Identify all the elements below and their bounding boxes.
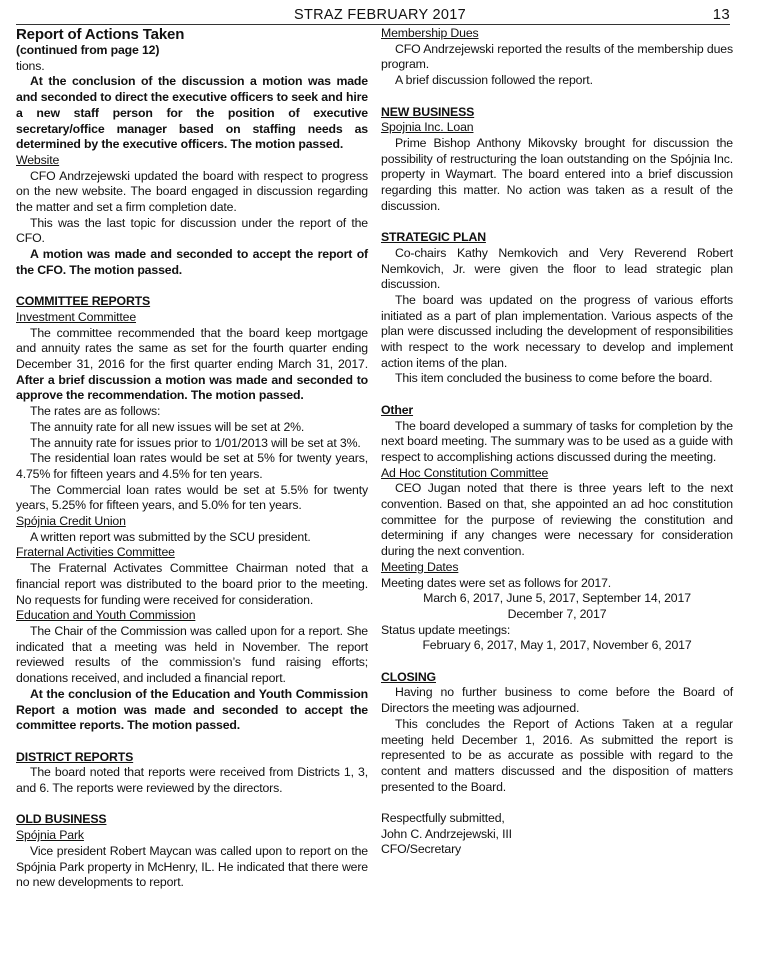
- continued-fragment: tions.: [16, 58, 45, 73]
- signoff: Respectfully submitted,: [381, 811, 505, 826]
- meeting-dates-intro: Meeting dates were set as follows for 2017.: [381, 575, 612, 590]
- website-text: CFO Andrzejewski updated the board with respect to progress on the new website. The board engaged in discussion regarding the matter and set a firm completion date.: [16, 168, 368, 215]
- right-column: [381, 26, 733, 858]
- continued-note: (continued from page 12): [16, 43, 160, 57]
- loan-heading: Spojnia Inc. Loan: [381, 120, 474, 135]
- signer-name: John C. Andrzejewski, III: [381, 826, 512, 841]
- park-heading: Spójnia Park: [16, 828, 84, 843]
- status-dates: February 6, 2017, May 1, 2017, November 6, 2017: [422, 638, 692, 653]
- meeting-dates-heading: Meeting Dates: [381, 559, 459, 574]
- strategic-text-2: The board was updated on the progress of various efforts initiated as a part of plan implementation. Various aspects of the plan were discussed including the development of responsibilities with respect to the work necessary to develop and implement action items of the plan.: [381, 292, 733, 370]
- publication-title: STRAZ FEBRUARY 2017: [294, 7, 466, 23]
- last-topic-text: This was the last topic for discussion under the report of the CFO.: [16, 215, 368, 246]
- other-text: The board developed a summary of tasks for completion by the next board meeting. The summary was to be used as a guide with respect to accomplishing actions discussed during the meeting.: [381, 418, 733, 464]
- header-rule: [16, 24, 730, 25]
- adhoc-text: CEO Jugan noted that there is three years left to the next convention. Based on that, she appointed an ad hoc constitution committee for the purpose of reviewing the constitution and determining if any changes were necessary for consideration during the next convention.: [381, 481, 733, 559]
- closing-heading: CLOSING: [381, 669, 436, 684]
- adhoc-heading: Ad Hoc Constitution Committee: [381, 465, 549, 480]
- signer-title: CFO/Secretary: [381, 842, 462, 857]
- page-number: 13: [712, 6, 730, 23]
- closing-text-2: This concludes the Report of Actions Taken at a regular meeting held December 1, 2016. As submitted the report is represented to be as accurate as possible with regard to the content and matters discussed and the disposition of matters presented to the Board.: [381, 716, 733, 794]
- fraternal-text: The Fraternal Activates Committee Chairman noted that a financial report was distributed to the board prior to the meeting. No requests for funding were received for consideration.: [16, 561, 368, 607]
- credit-union-text: A written report was submitted by the SCU president.: [30, 529, 311, 544]
- website-heading: Website: [16, 152, 60, 167]
- left-column: [16, 26, 368, 891]
- page-header: [0, 5, 760, 25]
- rate-annuity-new: The annuity rate for all new issues will be set at 2%.: [30, 419, 305, 434]
- meeting-dates-line-2: December 7, 2017: [507, 606, 607, 621]
- strategic-text-1: Co-chairs Kathy Nemkovich and Very Reverend Robert Nemkovich, Jr. were given the floor to lead strategic plan discussion.: [381, 245, 733, 292]
- strategic-plan-heading: STRATEGIC PLAN: [381, 230, 486, 245]
- park-text: Vice president Robert Maycan was called upon to report on the Spójnia Park property in McHenry, IL. He indicated that there were no new developments to report.: [16, 843, 368, 890]
- investment-motion: After a brief discussion a motion was made and seconded to approve the recommendation. The motion passed.: [16, 372, 368, 403]
- other-heading: Other: [381, 402, 414, 417]
- motion-staff: At the conclusion of the discussion a motion was made and seconded to direct the executive officers to seek and hire a new staff person for the position of executive secretary/office manager based on staffing needs as determined by the executive officers. The motion passed.: [16, 74, 368, 152]
- rate-annuity-prior: The annuity rate for issues prior to 1/01/2013 will be set at 3%.: [30, 435, 361, 450]
- motion-cfo: A motion was made and seconded to accept the report of the CFO. The motion passed.: [16, 247, 368, 277]
- district-reports-heading: DISTRICT REPORTS: [16, 749, 134, 764]
- loan-text: Prime Bishop Anthony Mikovsky brought for discussion the possibility of restructuring the loan outstanding on the Spójnia Inc. property in Waymart. The board entered into a brief discussion regarding this matter. No action was taken as a result of the discussion.: [381, 135, 733, 213]
- committee-reports-heading: COMMITTEE REPORTS: [16, 294, 151, 309]
- education-motion: At the conclusion of the Education and Youth Commission Report a motion was made and seconded to accept the committee reports. The motion passed.: [16, 686, 368, 733]
- status-intro: Status update meetings:: [381, 622, 511, 637]
- meeting-dates-line-1: March 6, 2017, June 5, 2017, September 14, 2017: [423, 591, 691, 606]
- new-business-heading: NEW BUSINESS: [381, 104, 475, 119]
- rate-commercial: The Commercial loan rates would be set at 5.5% for twenty years, 5.25% for fifteen years, and 5.0% for ten years.: [16, 482, 368, 513]
- rate-residential: The residential loan rates would be set at 5% for twenty years, 4.75% for fifteen years and 4.5% for ten years.: [16, 451, 368, 481]
- education-heading: Education and Youth Commission: [16, 608, 196, 623]
- credit-union-heading: Spójnia Credit Union: [16, 514, 126, 529]
- strategic-text-3: This item concluded the business to come before the board.: [395, 371, 713, 386]
- district-text: The board noted that reports were received from Districts 1, 3, and 6. The reports were reviewed by the directors.: [16, 765, 368, 796]
- fraternal-heading: Fraternal Activities Committee: [16, 545, 175, 560]
- investment-text: [16, 326, 368, 405]
- membership-heading: Membership Dues: [381, 26, 479, 40]
- membership-discussion: A brief discussion followed the report.: [395, 73, 593, 88]
- membership-text: CFO Andrzejewski reported the results of the membership dues program.: [381, 41, 733, 72]
- section-title: Report of Actions Taken: [16, 26, 185, 43]
- closing-text-1: Having no further business to come before the Board of Directors the meeting was adjourned.: [381, 685, 733, 716]
- old-business-heading: OLD BUSINESS: [16, 812, 107, 827]
- education-text: The Chair of the Commission was called upon for a report. She indicated that a meeting was held in November. The report reviewed results of the commission’s fund raising efforts; donations received, and included a financial report.: [16, 624, 368, 686]
- rates-intro: The rates are as follows:: [30, 404, 161, 419]
- investment-heading: Investment Committee: [16, 309, 137, 324]
- investment-recommendation: The committee recommended that the board keep mortgage and annuity rates the same as set for the fourth quarter ending December 31, 2016 for the first quarter ending March 31, 2017.: [16, 325, 368, 372]
